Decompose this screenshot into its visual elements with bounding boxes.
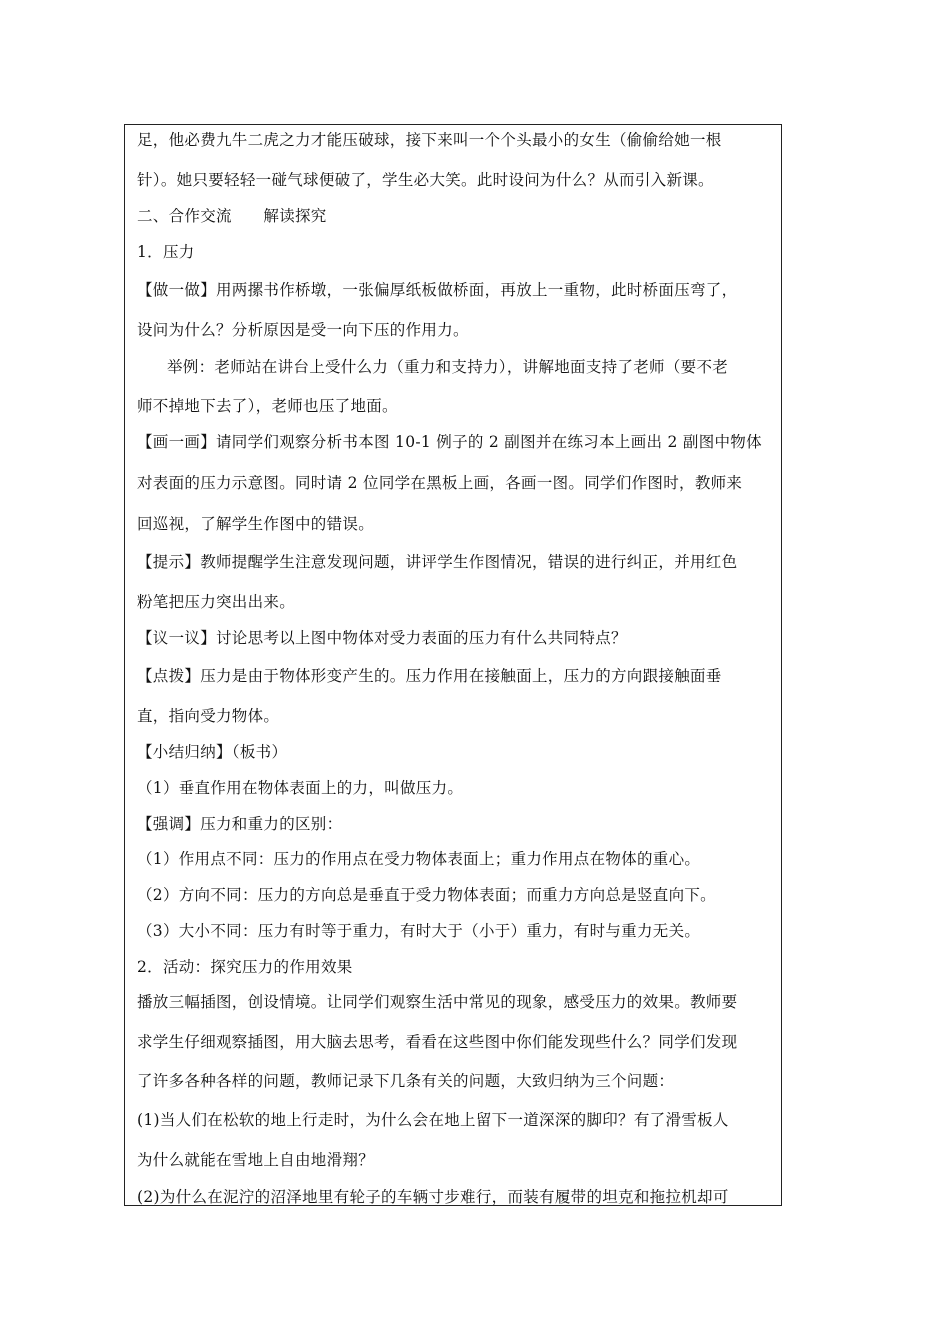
text-line: 了许多各种各样的问题，教师记录下几条有关的问题，大致归纳为三个问题： xyxy=(137,1072,675,1090)
text-line: 播放三幅插图，创设情境。让同学们观察生活中常见的现象，感受压力的效果。教师要 xyxy=(137,993,738,1011)
text-line: 粉笔把压力突出出来。 xyxy=(137,593,296,611)
text-line: (2)为什么在泥泞的沼泽地里有轮子的车辆寸步难行，而装有履带的坦克和拖拉机却可 xyxy=(137,1188,729,1206)
subsection-heading: 1．压力 xyxy=(137,243,195,261)
text-line: 【画一画】请同学们观察分析书本图 10-1 例子的 2 副图并在练习本上画出 2 副图中物体 xyxy=(137,433,762,451)
text-line: 【小结归纳】（板书） xyxy=(137,743,288,761)
text-line: 为什么就能在雪地上自由地滑翔？ xyxy=(137,1151,375,1169)
text-line: 师不掉地下去了），老师也压了地面。 xyxy=(137,397,398,415)
text-line: （1）垂直作用在物体表面上的力，叫做压力。 xyxy=(137,779,464,797)
text-line: 回巡视，了解学生作图中的错误。 xyxy=(137,515,375,533)
text-line: 直，指向受力物体。 xyxy=(137,707,280,725)
text-line: 【提示】教师提醒学生注意发现问题，讲评学生作图情况，错误的进行纠正，并用红色 xyxy=(137,553,738,571)
text-line: 举例：老师站在讲台上受什么力（重力和支持力），讲解地面支持了老师（要不老 xyxy=(167,358,729,376)
text-line: 足，他必费九牛二虎之力才能压破球，接下来叫一个个头最小的女生（偷偷给她一根 xyxy=(137,131,722,149)
lesson-table-cell xyxy=(124,124,782,1206)
text-line: 求学生仔细观察插图，用大脑去思考，看看在这些图中你们能发现些什么？同学们发现 xyxy=(137,1033,738,1051)
text-line: （3）大小不同：压力有时等于重力，有时大于（小于）重力，有时与重力无关。 xyxy=(137,922,701,940)
text-line: 【做一做】用两摞书作桥墩，一张偏厚纸板做桥面，再放上一重物，此时桥面压弯了， xyxy=(137,281,738,299)
text-line: 对表面的压力示意图。同时请 2 位同学在黑板上画，各画一图。同学们作图时，教师来 xyxy=(137,474,743,492)
text-line: （1）作用点不同：压力的作用点在受力物体表面上；重力作用点在物体的重心。 xyxy=(137,850,701,868)
text-line: 【强调】压力和重力的区别： xyxy=(137,815,343,833)
subsection-heading: 2．活动：探究压力的作用效果 xyxy=(137,958,353,976)
section-heading: 二、合作交流 解读探究 xyxy=(137,207,327,225)
text-line: （2）方向不同：压力的方向总是垂直于受力物体表面；而重力方向总是竖直向下。 xyxy=(137,886,716,904)
text-line: 设问为什么？分析原因是受一向下压的作用力。 xyxy=(137,321,469,339)
text-line: 针）。她只要轻轻一碰气球便破了，学生必大笑。此时设问为什么？从而引入新课。 xyxy=(137,171,714,189)
text-line: (1)当人们在松软的地上行走时，为什么会在地上留下一道深深的脚印？有了滑雪板人 xyxy=(137,1111,729,1129)
text-line: 【点拨】压力是由于物体形变产生的。压力作用在接触面上，压力的方向跟接触面垂 xyxy=(137,667,722,685)
text-line: 【议一议】讨论思考以上图中物体对受力表面的压力有什么共同特点？ xyxy=(137,629,627,647)
